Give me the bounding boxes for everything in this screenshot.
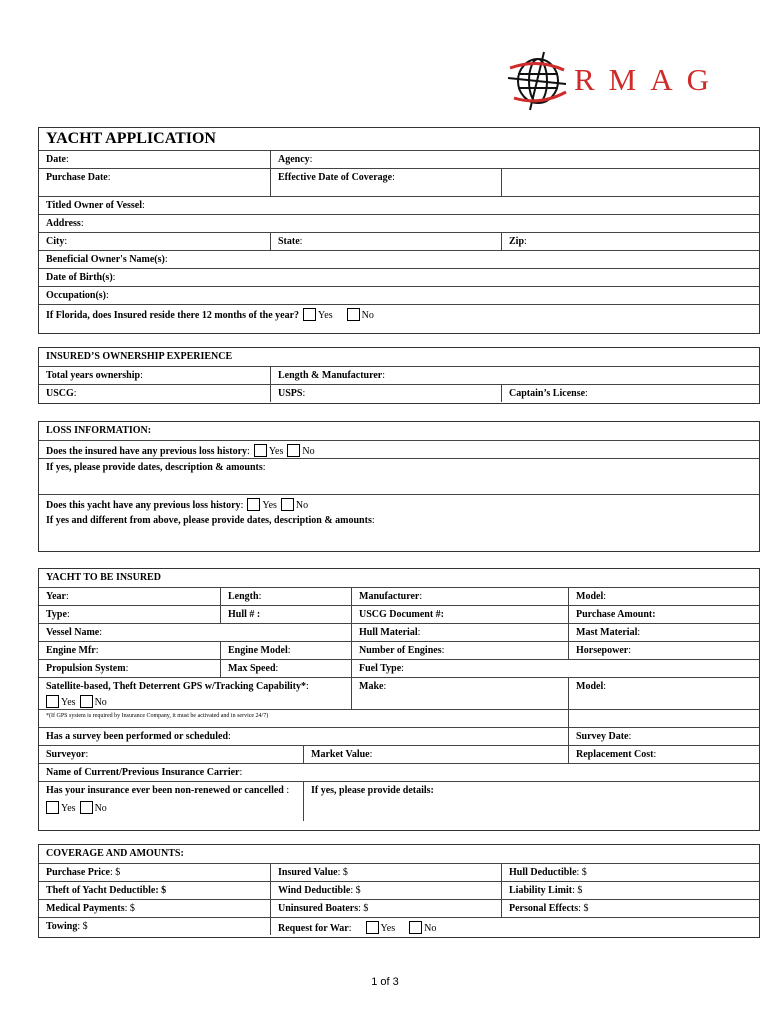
florida-yes-checkbox[interactable]	[303, 308, 316, 321]
max-speed-field[interactable]: Max Speed:	[220, 660, 351, 677]
propulsion-field[interactable]: Propulsion System:	[46, 663, 129, 674]
table-row	[39, 366, 759, 384]
gps-note-blank	[568, 710, 759, 727]
table-row	[39, 641, 759, 659]
total-years-field[interactable]: Total years ownership:	[46, 370, 143, 381]
purchase-date-field[interactable]: Purchase Date:	[46, 172, 111, 183]
table-row	[39, 196, 759, 214]
yacht-loss-yes-checkbox[interactable]	[247, 498, 260, 511]
usps-field[interactable]: USPS:	[270, 385, 501, 402]
hull-deductible-field[interactable]: Hull Deductible: $	[501, 864, 759, 881]
table-row	[39, 150, 759, 168]
manufacturer-field[interactable]: Manufacturer:	[351, 588, 568, 605]
table-row	[39, 250, 759, 268]
experience-section	[38, 347, 760, 404]
address-field[interactable]: Address:	[46, 218, 84, 229]
yacht-loss-question: Does this yacht have any previous loss history: Yes No	[46, 500, 309, 511]
purchase-price-field[interactable]: Purchase Price: $	[46, 867, 121, 878]
state-field[interactable]: State:	[270, 233, 501, 250]
table-row	[39, 899, 759, 917]
nonrenewed-no-checkbox[interactable]	[80, 801, 93, 814]
occupation-field[interactable]: Occupation(s):	[46, 290, 109, 301]
surveyor-field[interactable]: Surveyor:	[46, 749, 89, 760]
table-row	[39, 605, 759, 623]
table-row	[39, 268, 759, 286]
horsepower-field[interactable]: Horsepower:	[568, 642, 759, 659]
table-row	[39, 286, 759, 304]
model-field[interactable]: Model:	[568, 588, 759, 605]
experience-header: INSURED’S OWNERSHIP EXPERIENCE	[46, 351, 233, 362]
table-row	[39, 745, 759, 763]
page-number: 1 of 3	[371, 976, 399, 988]
table-row	[39, 677, 759, 709]
table-row	[39, 440, 759, 458]
table-row	[39, 232, 759, 250]
insured-loss-no-checkbox[interactable]	[287, 444, 300, 457]
year-field[interactable]: Year:	[46, 591, 69, 602]
table-row	[39, 214, 759, 232]
make-field[interactable]: Make:	[351, 678, 568, 709]
loss-header: LOSS INFORMATION:	[46, 425, 152, 436]
coverage-section	[38, 844, 760, 938]
table-row	[39, 727, 759, 745]
table-row	[39, 863, 759, 881]
war-request-question: Request for War: Yes No	[270, 918, 759, 935]
yacht-section	[38, 568, 760, 831]
engine-model-field[interactable]: Engine Model:	[220, 642, 351, 659]
zip-field[interactable]: Zip:	[501, 233, 759, 250]
loss-section	[38, 421, 760, 552]
insured-loss-yes-checkbox[interactable]	[254, 444, 267, 457]
gps-no-checkbox[interactable]	[80, 695, 93, 708]
gps-note: *(If GPS system is required by Insurance Company, it must be activated and in service 24/7)	[46, 713, 269, 719]
city-field[interactable]: City:	[46, 236, 68, 247]
vessel-name-field[interactable]: Vessel Name:	[46, 627, 103, 638]
table-row	[39, 781, 759, 821]
replacement-cost-field[interactable]: Replacement Cost:	[568, 746, 759, 763]
nonrenewed-question: Has your insurance ever been non-renewed or cancelled : Yes No	[46, 785, 290, 814]
hull-number-field[interactable]: Hull # :	[220, 606, 351, 623]
globe-logo-icon	[504, 48, 576, 112]
gps-yes-checkbox[interactable]	[46, 695, 59, 708]
table-row	[39, 917, 759, 935]
market-value-field[interactable]: Market Value:	[303, 746, 568, 763]
length-field[interactable]: Length:	[220, 588, 351, 605]
insured-loss-question: Does the insured have any previous loss history: Yes No	[46, 446, 315, 457]
table-row	[39, 304, 759, 322]
yacht-loss-details-field[interactable]: If yes and different from above, please provide dates, description & amounts:	[46, 515, 375, 526]
gps-question: Satellite-based, Theft Deterrent GPS w/Tracking Capability*: Yes No	[46, 681, 309, 708]
medical-payments-field[interactable]: Medical Payments: $	[46, 903, 135, 914]
engine-mfr-field[interactable]: Engine Mfr:	[46, 645, 99, 656]
date-field[interactable]: Date:	[46, 154, 69, 165]
table-row	[39, 881, 759, 899]
table-row	[39, 458, 759, 494]
uscg-field[interactable]: USCG:	[46, 388, 77, 399]
liability-limit-field[interactable]: Liability Limit: $	[501, 882, 759, 899]
uscg-document-field[interactable]: USCG Document #:	[351, 606, 568, 623]
table-row	[39, 494, 759, 512]
mast-material-field[interactable]: Mast Material:	[568, 624, 759, 641]
captain-license-field[interactable]: Captain’s License:	[501, 385, 759, 402]
war-yes-checkbox[interactable]	[366, 921, 379, 934]
fuel-type-field[interactable]: Fuel Type:	[351, 660, 759, 677]
titled-owner-field[interactable]: Titled Owner of Vessel:	[46, 200, 145, 211]
type-field[interactable]: Type:	[46, 609, 70, 620]
coverage-header: COVERAGE AND AMOUNTS:	[46, 848, 184, 859]
wind-deductible-field[interactable]: Wind Deductible: $	[270, 882, 501, 899]
table-row	[39, 168, 759, 196]
table-row	[39, 763, 759, 781]
applicant-section	[38, 127, 760, 334]
towing-field[interactable]: Towing: $	[46, 921, 88, 932]
model-2-field[interactable]: Model:	[568, 678, 759, 709]
table-row	[39, 587, 759, 605]
table-row	[39, 709, 759, 727]
florida-no-checkbox[interactable]	[347, 308, 360, 321]
nonrenewed-details-field[interactable]: If yes, please provide details:	[303, 782, 759, 821]
beneficial-owner-field[interactable]: Beneficial Owner's Name(s):	[46, 254, 168, 265]
yacht-header: YACHT TO BE INSURED	[46, 572, 161, 583]
survey-date-field[interactable]: Survey Date:	[568, 728, 759, 745]
purchase-amount-field[interactable]: Purchase Amount:	[568, 606, 759, 623]
insurance-carrier-field[interactable]: Name of Current/Previous Insurance Carrier:	[46, 767, 243, 778]
table-row	[39, 384, 759, 402]
nonrenewed-yes-checkbox[interactable]	[46, 801, 59, 814]
table-row	[39, 512, 759, 530]
florida-residence-question: If Florida, does Insured reside there 12 months of the year? Yes No	[46, 310, 374, 321]
theft-deductible-field[interactable]: Theft of Yacht Deductible: $	[46, 885, 167, 896]
yacht-loss-no-checkbox[interactable]	[281, 498, 294, 511]
agency-field[interactable]: Agency:	[270, 151, 759, 168]
uninsured-boaters-field[interactable]: Uninsured Boaters: $	[270, 900, 501, 917]
effective-date-field[interactable]: Effective Date of Coverage:	[270, 169, 501, 196]
table-row	[39, 623, 759, 641]
survey-question[interactable]: Has a survey been performed or scheduled:	[46, 731, 231, 742]
table-row	[39, 659, 759, 677]
brand-name: RMAG	[574, 62, 724, 97]
number-of-engines-field[interactable]: Number of Engines:	[351, 642, 568, 659]
length-manufacturer-field[interactable]: Length & Manufacturer:	[270, 367, 759, 384]
effective-date-value[interactable]	[501, 169, 759, 196]
form-title: YACHT APPLICATION	[46, 130, 216, 147]
war-no-checkbox[interactable]	[409, 921, 422, 934]
insured-value-field[interactable]: Insured Value: $	[270, 864, 501, 881]
insured-loss-details-field[interactable]: If yes, please provide dates, description & amounts:	[46, 462, 266, 473]
dob-field[interactable]: Date of Birth(s):	[46, 272, 116, 283]
hull-material-field[interactable]: Hull Material:	[351, 624, 568, 641]
personal-effects-field[interactable]: Personal Effects: $	[501, 900, 759, 917]
